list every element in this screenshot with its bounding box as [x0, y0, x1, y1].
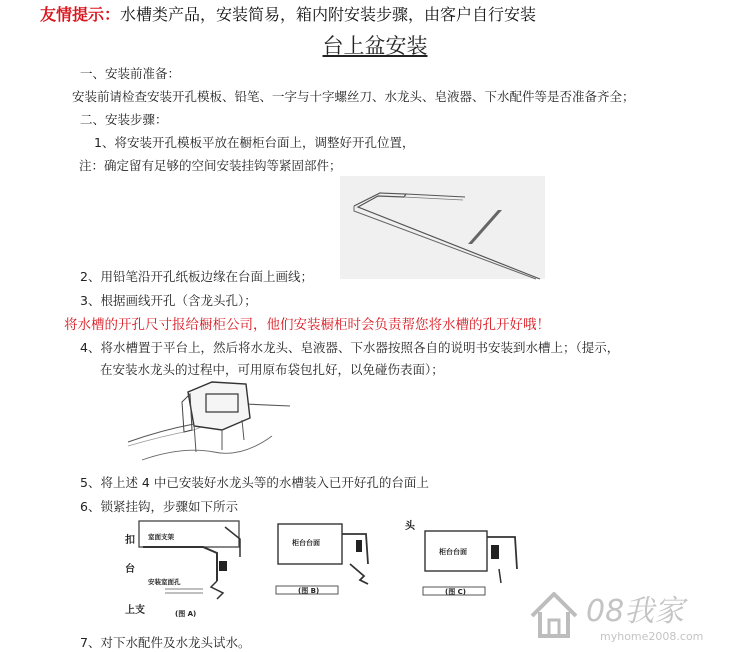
figure-a-left-char-3: 上支 — [125, 605, 145, 616]
step-2: 2、用铅笔沿开孔纸板边缘在台面上画线； — [80, 269, 313, 284]
figure-c-caption: (图 C) — [445, 588, 466, 596]
figure-c-board-label: 柜台台面 — [439, 548, 467, 556]
step-4a: 4、将水槽置于平台上，然后将水龙头、皂液器、下水器按照各自的说明书安装到水槽上；（提示， — [80, 340, 620, 355]
steps-heading: 二、安装步骤： — [80, 112, 168, 127]
figure-c — [405, 517, 535, 602]
notice-label: 友情提示： — [40, 5, 121, 24]
step-6: 6、锁紧挂钩，步骤如下所示 — [80, 499, 238, 514]
sink-faucet-diagram — [122, 380, 292, 465]
prep-text: 安装前请检查安装开孔模板、铅笔、一字与十字螺丝刀、水龙头、皂液器、下水配件等是否准备齐全； — [72, 89, 635, 104]
house-icon — [526, 586, 582, 642]
watermark-brand: 08我家 — [586, 594, 685, 629]
step-note: 注：确定留有足够的空间安装挂钩等紧固部件； — [79, 158, 342, 173]
step-7: 7、对下水配件及水龙头试水。 — [80, 635, 251, 650]
figure-a-caption: (图 A) — [175, 610, 197, 618]
watermark — [526, 586, 736, 650]
figure-a-left-char-2: 台 — [125, 564, 135, 575]
figure-a-label-1: 室面支架 — [148, 533, 174, 541]
figure-c-top-char: 头 — [405, 521, 415, 532]
figure-a-label-2: 安装室面孔 — [148, 578, 181, 586]
page-title: 台上盆安装 — [322, 34, 428, 58]
figure-b-caption: (图 B) — [298, 587, 320, 595]
notice-text: 水槽类产品，安装简易，箱内附安装步骤，由客户自行安装 — [120, 5, 537, 24]
step-5: 5、将上述 4 中已安装好水龙头等的水槽装入已开好孔的台面上 — [80, 475, 429, 490]
step-4b: 在安装水龙头的过程中，可用原布袋包扎好，以免碰伤表面）； — [100, 362, 444, 377]
step-1: 1、将安装开孔模板平放在橱柜台面上，调整好开孔位置， — [94, 135, 415, 150]
figure-c-drawing — [405, 517, 535, 602]
figure-a-left-char-1: 扣 — [125, 535, 135, 546]
figure-b-board-label: 柜台台面 — [292, 539, 320, 547]
figure-b — [270, 520, 400, 600]
figure-b-drawing — [270, 520, 400, 600]
template-drawing — [340, 176, 545, 279]
step-3: 3、根据画线开孔（含龙头孔）； — [80, 293, 257, 308]
red-notice: 将水槽的开孔尺寸报给橱柜公司，他们安装橱柜时会负责帮您将水槽的孔开好哦！ — [64, 317, 550, 333]
figure-a-drawing — [125, 517, 260, 617]
watermark-url: myhome2008.com — [600, 630, 704, 643]
prep-heading: 一、安装前准备： — [80, 66, 181, 81]
figure-a — [125, 517, 260, 617]
notice-line — [40, 2, 536, 25]
figure-template-diagram — [340, 176, 545, 279]
